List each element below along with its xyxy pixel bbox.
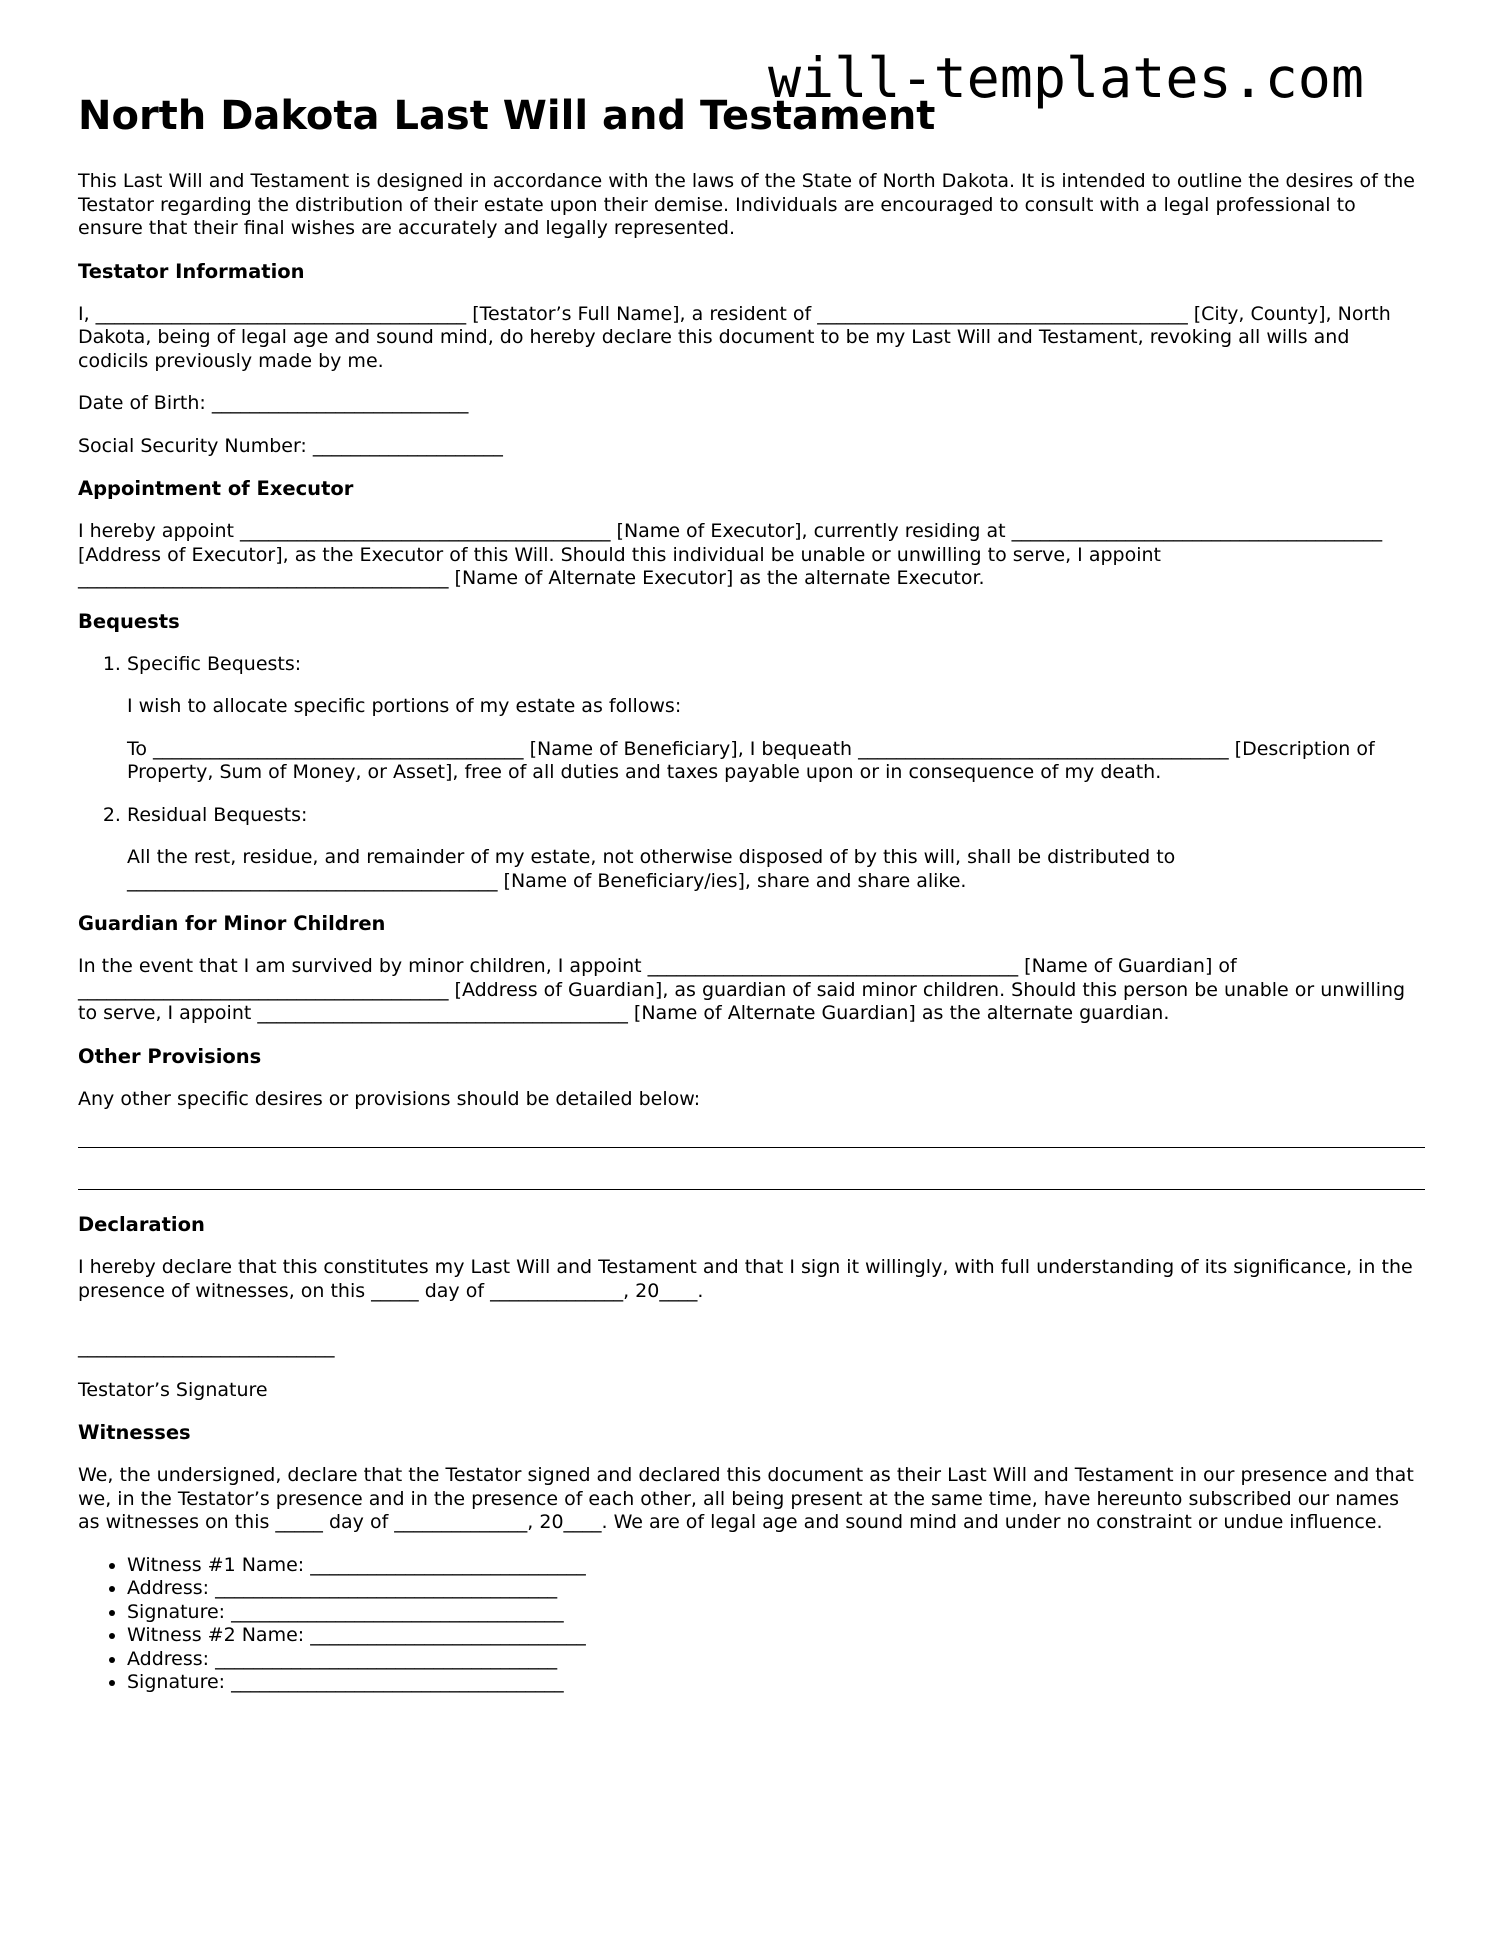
executor-heading: Appointment of Executor [78, 477, 354, 500]
residual-bequests-item [127, 804, 1420, 894]
witness-list [78, 1554, 1420, 1695]
specific-bequests-item [127, 653, 1420, 785]
bequests-heading: Bequests [78, 609, 180, 633]
date-of-birth-field: Date of Birth: ___________________________ [78, 392, 469, 414]
testator-signature-label: Testator’s Signature [78, 1378, 268, 1401]
testator-heading: Testator Information [78, 259, 305, 283]
testator-signature-line: ___________________________ [78, 1336, 335, 1358]
testator-declaration: I, _______________________________________ [Testator’s Full Name], a resident of _______________________________________ [City, County], North Dakota, being of legal age and sound mind, do hereby declare this document to be my Last Will and Testament, revoking all wills and codicils previously made by me. [78, 302, 1391, 372]
residual-bequests-text: All the rest, residue, and remainder of my estate, not otherwise disposed of by this will, shall be distributed to _______________________________________ [Name of Beneficiary/ies], share and share alike. [127, 846, 1176, 892]
page-title: North Dakota Last Will and Testament [78, 93, 936, 139]
specific-bequests-intro: I wish to allocate specific portions of my estate as follows: [127, 695, 682, 717]
document-page [78, 88, 1420, 1695]
guardian-heading: Guardian for Minor Children [78, 912, 386, 935]
declaration-heading: Declaration [78, 1213, 205, 1236]
specific-bequests-text: To _______________________________________ [Name of Beneficiary], I bequeath _______________________________________ [Description of Property, Sum of Money, or Asset], free of all duties and taxes payable upon or in consequence of my death. [127, 737, 1375, 783]
guardian-paragraph: In the event that I am survived by minor children, I appoint _______________________________________ [Name of Guardian] of _______________________________________ [Address of Guardian], as guardian of said minor children. Should this person be unable or unwilling to serve, I appoint _______________________________________ [Name of Alternate Guardian] as the alternate guardian. [78, 955, 1406, 1024]
witness-field: • Address: ____________________________________ [127, 1577, 1420, 1601]
other-provisions-heading: Other Provisions [78, 1044, 262, 1068]
witness-field: • Signature: ___________________________________ [127, 1601, 1420, 1625]
witnesses-heading: Witnesses [78, 1421, 191, 1444]
witness-field: • Address: ____________________________________ [127, 1648, 1420, 1672]
watermark: will-templates.com [768, 46, 1365, 110]
provisions-blank-line [78, 1147, 1425, 1148]
declaration-paragraph: I hereby declare that this constitutes my Last Will and Testament and that I sign it willingly, with full understanding of its significance, in the presence of witnesses, on this _____ day of ______________, 20____. [78, 1256, 1413, 1302]
bequests-list [78, 653, 1420, 894]
witness-field: • Witness #2 Name: _____________________________ [127, 1624, 1420, 1648]
other-provisions-text: Any other specific desires or provisions should be detailed below: [78, 1087, 701, 1110]
residual-bequests-label: Residual Bequests: [127, 803, 308, 826]
witness-field: • Signature: ___________________________________ [127, 1671, 1420, 1695]
specific-bequests-label: Specific Bequests: [127, 652, 302, 675]
witness-field: • Witness #1 Name: _____________________________ [127, 1554, 1420, 1578]
ssn-field: Social Security Number: ____________________ [78, 434, 503, 457]
intro-paragraph: This Last Will and Testament is designed in accordance with the laws of the State of North Dakota. It is intended to outline the desires of the Testator regarding the distribution of their estate upon their demise. Individuals are encouraged to consult with a legal professional to ensure that their final wishes are accurately and legally represented. [78, 170, 1415, 239]
witnesses-paragraph: We, the undersigned, declare that the Testator signed and declared this document as their Last Will and Testament in our presence and that we, in the Testator’s presence and in the presence of each other, all being present at the same time, have hereunto subscribed our names as witnesses on this _____ day of ______________, 20____. We are of legal age and sound mind and under no constraint or undue influence. [78, 1464, 1414, 1533]
executor-paragraph: I hereby appoint _______________________________________ [Name of Executor], currently residing at _______________________________________ [Address of Executor], as the Executor of this Will. Should this individual be unable or unwilling to serve, I appoint _______________________________________ [Name of Alternate Executor] as the alternate Executor. [78, 520, 1383, 589]
